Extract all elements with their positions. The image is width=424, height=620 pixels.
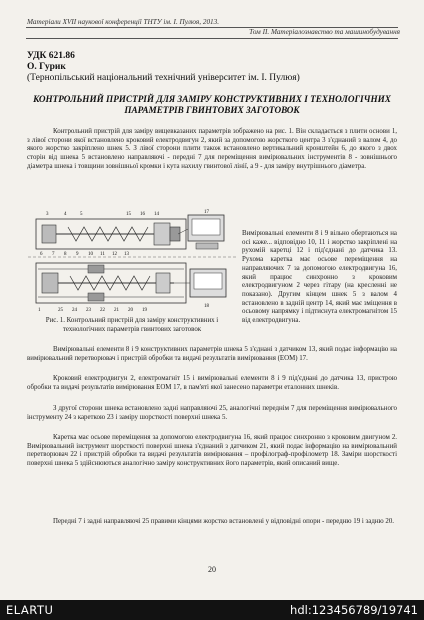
figure-label: 1 bbox=[38, 308, 41, 313]
paragraph-right-column: Вимірювальні елементи 8 і 9 вільно обертаються на осі каже... відповідно 10, 11 і жорстко закріплені на рухомій каретці 12 і під'єднані до датчика 13. Рухома каретка має осьове переміщення на направляючих 7 за допомогою електродвигуна 16, який працює синхронно з кроковим електродвигуном 2 через гітару (на кресленні не показано). Другим кінцем шнек 5 з валом 4 встановлено в задній центр 14, який має зміщення в осьовому напрямку і підтиснута електромагнітом 15 від електродвигуна. bbox=[242, 230, 397, 325]
paragraph-intro: Контрольний пристрій для заміру вищевказаних параметрів зображено на рис. 1. Він складається з плити основи 1, з лівої сторони якої встановлено кроковий електродвигун 2, який за допомогою жорсткого центра 3 з'єднаний з валом 4, до якого жорстко закріплено шнек 5. З лівої сторони плити також встановлено вертикальний кронштейн 6, до якого з двох сторін від шнека 5 встановлено направляючі - передні 7 для переміщення вимірювальних інструментів 8 - зовнішнього діаметра шнека і товщини зовнішньої кромки і кута нахилу гвинтової лінії, а 9 - для заміру внутрішнього діаметра. bbox=[27, 128, 397, 170]
figure-label: 3 bbox=[46, 212, 49, 217]
figure-label: 14 bbox=[154, 212, 159, 217]
figure-label: 13 bbox=[124, 252, 129, 257]
figure-label: 11 bbox=[100, 252, 105, 257]
figure-label: 19 bbox=[142, 308, 147, 313]
figure-caption: Рис. 1. Контрольний пристрій для заміру конструктивних і технологічних параметрів гвинтових заготовок bbox=[45, 317, 219, 333]
figure-label: 8 bbox=[64, 252, 67, 257]
footer-handle-id: hdl:123456789/19741 bbox=[290, 603, 418, 617]
figure-label: 22 bbox=[100, 308, 105, 313]
figure-label: 24 bbox=[72, 308, 77, 313]
figure-label: 20 bbox=[128, 308, 133, 313]
figure-label: 10 bbox=[88, 252, 93, 257]
article-title: КОНТРОЛЬНИЙ ПРИСТРІЙ ДЛЯ ЗАМІРУ КОНСТРУКТИВНИХ І ТЕХНОЛОГІЧНИХ ПАРАМЕТРІВ ГВИНТОВИХ ЗАГОТОВОК bbox=[33, 94, 391, 115]
figure-device-drawing bbox=[28, 207, 236, 315]
figure-label: 25 bbox=[58, 308, 63, 313]
figure-label: 9 bbox=[76, 252, 79, 257]
figure-label: 12 bbox=[112, 252, 117, 257]
page-number: 20 bbox=[208, 565, 216, 574]
figure-label: 16 bbox=[140, 212, 145, 217]
header-rule-1 bbox=[26, 27, 398, 28]
figure-label: 15 bbox=[126, 212, 131, 217]
paragraph-5: Каретка має осьове переміщення за допомогою електродвигуна 16, який працює синхронно з кроковим двигуном 2. Вимірювальний інструмент шорсткості поверхні шнека з'єднаний з датчиком 21, який подає інформацію на вимірювальний перетворювач 22 і пристрій обробки та видачі результатів вимірювання – профілограф-профілометр 18. Заміри шорсткості поверхні шнека 5 здійснюються аналогічно заміру конструктивних його параметрів, який описаний вище. bbox=[27, 434, 397, 468]
author-name: О. Гурик bbox=[27, 62, 66, 72]
footer-repository-name: ELARTU bbox=[6, 603, 54, 617]
figure-label: 5 bbox=[80, 212, 83, 217]
figure-label: 4 bbox=[64, 212, 67, 217]
figure-label: 7 bbox=[52, 252, 55, 257]
figure-label: 18 bbox=[204, 304, 209, 309]
udk-code: УДК 621.86 bbox=[27, 51, 75, 61]
figure-label: 23 bbox=[86, 308, 91, 313]
paragraph-2: Вимірювальні елементи 8 і 9 конструктивних параметрів шнека 5 з'єднані з датчиком 13, який подає інформацію на вимірювальний перетворювач і пристрій обробки та видачі результатів вимірювання (ЕОМ) 17. bbox=[27, 346, 397, 362]
paragraph-3: Кроковий електродвигун 2, електромагніт 15 і вимірювальні елементи 8 і 9 під'єднані до датчика 13, пристрою обробки та видачі результатів вимірювання ЕОМ 17, в пам'яті якої занесено параметри еталонних шнеків. bbox=[27, 375, 397, 391]
paragraph-6: Передні 7 і задні направляючі 25 правими кінцями жорстко встановлені у відповідні опори - передню 19 і задню 20. bbox=[53, 518, 395, 525]
paragraph-4: З другої сторони шнека встановлено задні направляючі 25, аналогічні переднім 7 для переміщення вимірювального інструменту 24 з кареткою 23 і заміру шорсткості поверхні шнека 5. bbox=[27, 405, 397, 421]
header-rule-2 bbox=[26, 38, 398, 39]
header-volume: Том II. Матеріалознавство та машинобудування bbox=[249, 28, 400, 36]
figure-label: 21 bbox=[114, 308, 119, 313]
figure-label: 17 bbox=[204, 210, 209, 215]
author-affiliation: (Тернопільський національний технічний університет ім. І. Пулюя) bbox=[27, 73, 300, 83]
header-conference: Матеріали XVII наукової конференції ТНТУ ім. І. Пулюя, 2013. bbox=[27, 18, 220, 26]
figure-label: 6 bbox=[40, 252, 43, 257]
